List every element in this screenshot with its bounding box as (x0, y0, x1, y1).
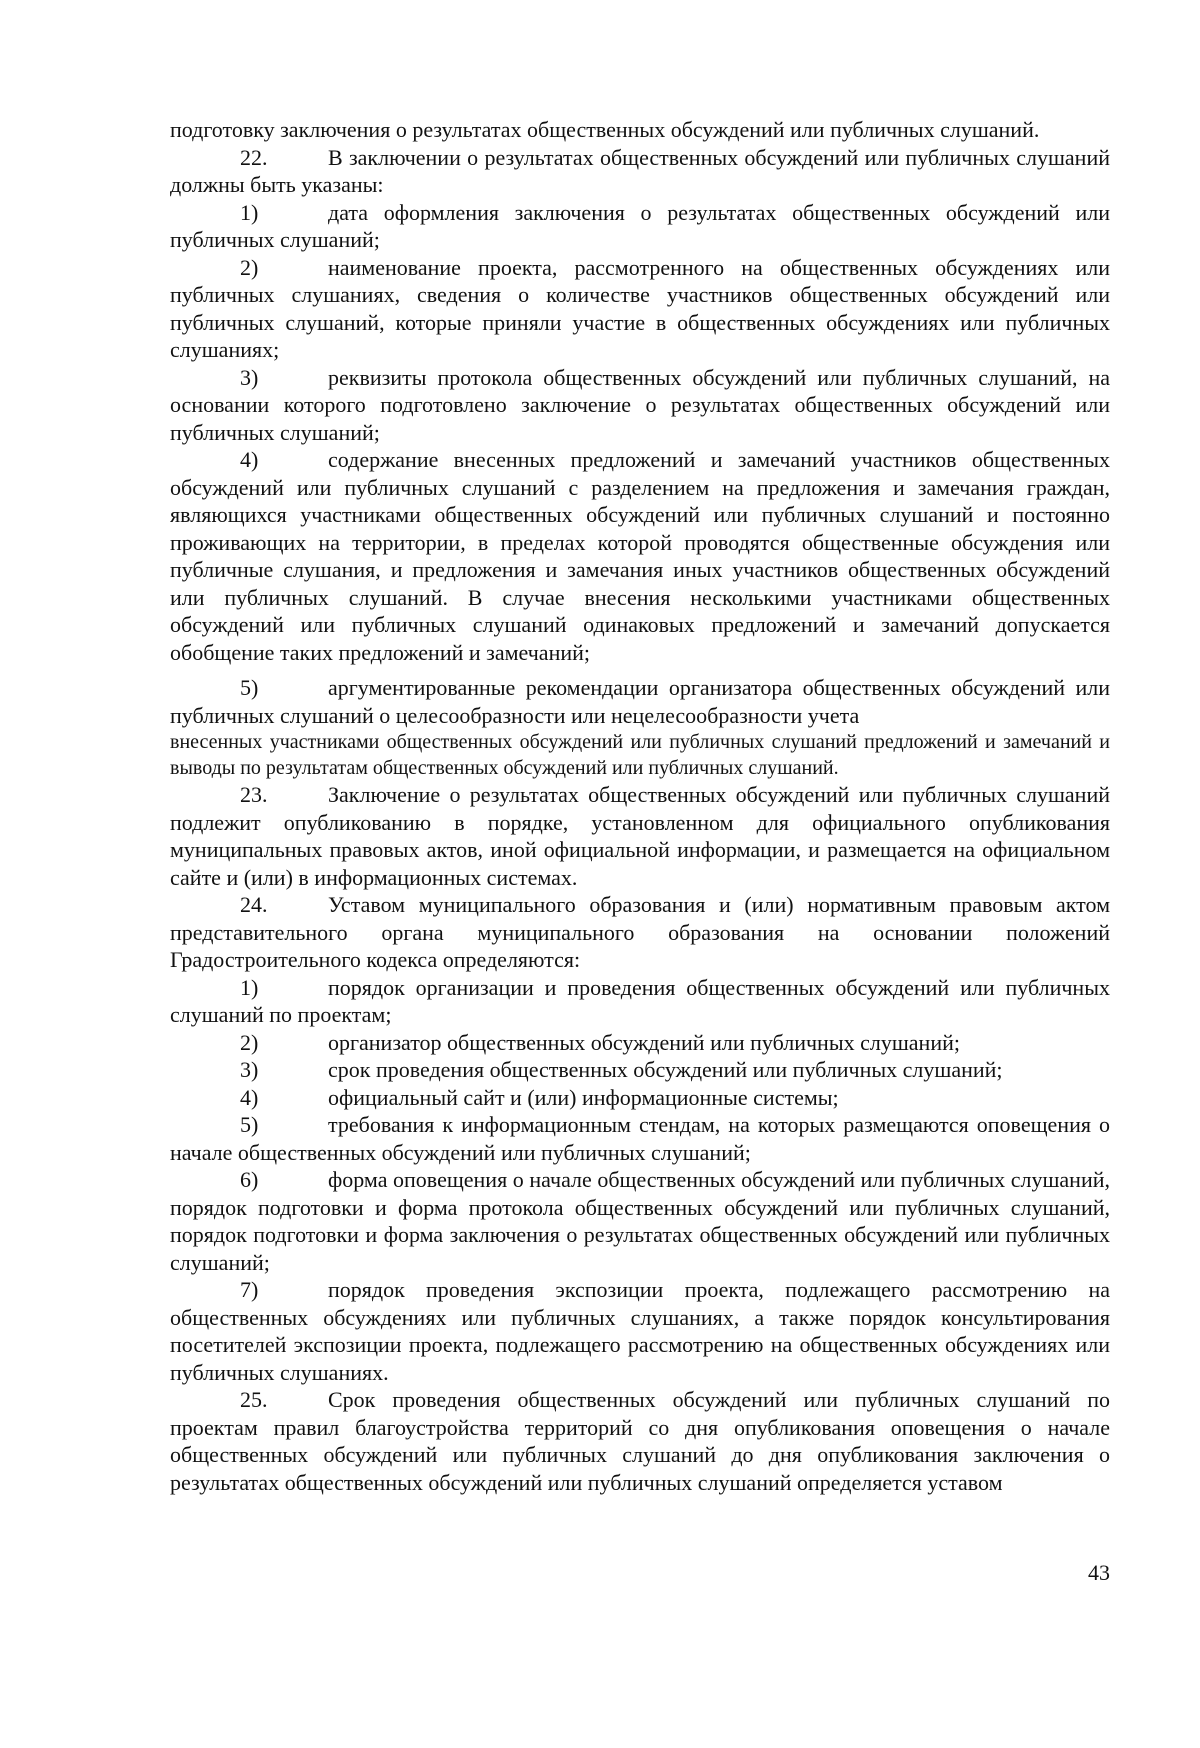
item-text: аргументированные рекомендации организатора общественных обсуждений или публичных слушаний о целесообразности или нецелесообразности учета (170, 675, 1110, 728)
item-number: 6) (240, 1167, 259, 1192)
item-text: Заключение о результатах общественных обсуждений или публичных слушаний подлежит опубликованию в порядке, установленном для официального опубликования муниципальных правовых актов, иной официальной информации, и размещается на официальном сайте и (или) в информационных системах. (170, 782, 1110, 890)
list-item (170, 199, 1110, 254)
item-number: 2) (240, 1029, 259, 1055)
item-text: форма оповещения о начале общественных обсуждений или публичных слушаний, порядок подготовки и форма протокола общественных обсуждений или публичных слушаний, порядок подготовки и форма заключения о результатах общественных обсуждений или публичных слушаний; (170, 1167, 1110, 1275)
list-item (170, 446, 1110, 666)
list-item (170, 674, 1110, 729)
list-item (170, 891, 1110, 974)
item-text: срок проведения общественных обсуждений или публичных слушаний; (328, 1057, 1003, 1082)
item-number: 3) (240, 364, 259, 390)
page-number: 43 (1088, 1560, 1110, 1585)
item-text: официальный сайт и (или) информационные системы; (328, 1084, 839, 1110)
paragraph-continuation: внесенных участниками общественных обсуждений или публичных слушаний предложений и замечаний и выводы по результатам общественных обсуждений или публичных слушаний. (170, 731, 1110, 779)
item-text: требования к информационным стендам, на которых размещаются оповещения о начале общественных обсуждений или публичных слушаний; (170, 1112, 1110, 1165)
list-item (170, 1084, 1110, 1112)
list-item (170, 254, 1110, 364)
list-item (170, 1111, 1110, 1166)
item-number: 1) (240, 199, 259, 225)
item-text: Срок проведения общественных обсуждений или публичных слушаний по проектам правил благоустройства территорий со дня опубликования оповещения о начале общественных обсуждений или публичных слушаний до дня опубликования заключения о результатах общественных обсуждений или публичных слушаний определяется уставом (170, 1387, 1110, 1495)
item-number: 3) (240, 1057, 259, 1082)
item-text: содержание внесенных предложений и замечаний участников общественных обсуждений или публичных слушаний с разделением на предложения и замечания граждан, являющихся участниками общественных обсуждений или публичных слушаний и постоянно проживающих на территории, в пределах которой проводятся общественные обсуждения или публичные слушания, и предложения и замечания иных участников общественных обсуждений или публичных слушаний. В случае внесения несколькими участниками общественных обсуждений или публичных слушаний одинаковых предложений и замечаний допускается обобщение таких предложений и замечаний; (170, 447, 1110, 665)
list-item (170, 1056, 1110, 1084)
item-number: 25. (240, 1387, 268, 1412)
list-item (170, 364, 1110, 447)
item-number: 24. (240, 892, 268, 917)
item-text: организатор общественных обсуждений или публичных слушаний; (328, 1029, 960, 1055)
item-text: порядок организации и проведения общественных обсуждений или публичных слушаний по проектам; (170, 974, 1110, 1027)
item-text: дата оформления заключения о результатах общественных обсуждений или публичных слушаний; (170, 199, 1110, 252)
list-item (170, 1166, 1110, 1276)
item-number: 2) (240, 254, 259, 280)
item-text: реквизиты протокола общественных обсуждений или публичных слушаний, на основании которого подготовлено заключение о результатах общественных обсуждений или публичных слушаний; (170, 364, 1110, 445)
list-item (170, 1386, 1110, 1496)
document-body (170, 116, 1110, 1496)
paragraph-continuation: подготовку заключения о результатах общественных обсуждений или публичных слушаний. (170, 117, 1040, 142)
list-item (170, 1276, 1110, 1386)
item-number: 1) (240, 974, 259, 1000)
item-number: 23. (240, 782, 268, 807)
item-text: порядок проведения экспозиции проекта, подлежащего рассмотрению на общественных обсуждениях или публичных слушаниях, а также порядок консультирования посетителей экспозиции проекта, подлежащего рассмотрению на общественных обсуждениях или публичных слушаниях. (170, 1277, 1110, 1385)
item-text: В заключении о результатах общественных обсуждений или публичных слушаний должны быть указаны: (170, 144, 1110, 197)
item-number: 5) (240, 675, 259, 700)
item-number: 4) (240, 1084, 259, 1110)
item-number: 22. (240, 144, 268, 170)
item-number: 5) (240, 1112, 259, 1137)
list-item (170, 781, 1110, 891)
item-text: Уставом муниципального образования и (или) нормативным правовым актом представительного органа муниципального образования на основании положений Градостроительного кодекса определяются: (170, 892, 1110, 972)
item-number: 7) (240, 1277, 259, 1302)
list-item (170, 1029, 1110, 1057)
list-item (170, 974, 1110, 1029)
item-text: наименование проекта, рассмотренного на общественных обсуждениях или публичных слушаниях, сведения о количестве участников общественных обсуждений или публичных слушаний, которые приняли участие в общественных обсуждениях или публичных слушаниях; (170, 254, 1110, 362)
item-number: 4) (240, 447, 259, 472)
list-item (170, 144, 1110, 199)
